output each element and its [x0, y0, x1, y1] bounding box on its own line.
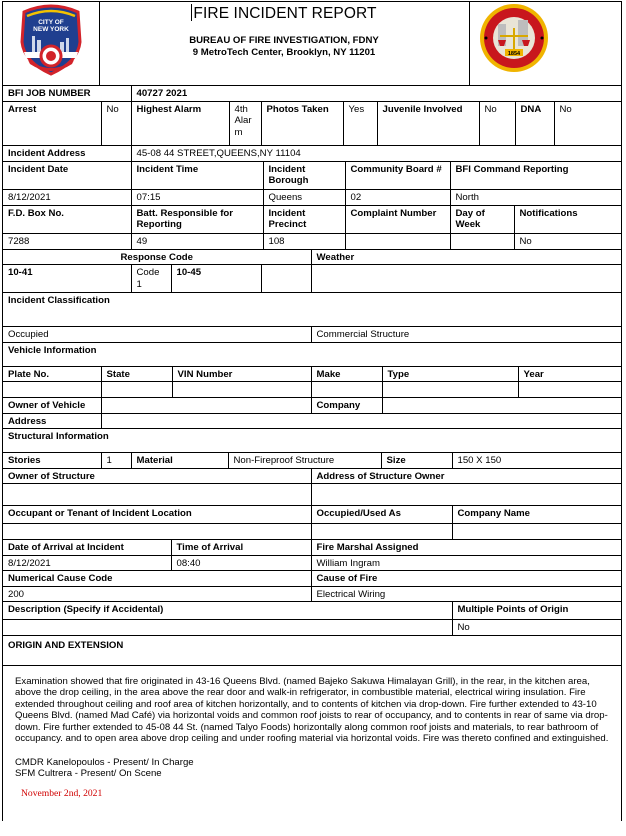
origin-extension-block [3, 636, 621, 836]
classification-type: Commercial Structure [311, 327, 621, 343]
response-code-label: Response Code [3, 250, 311, 265]
occupied-used-as-value [311, 524, 452, 540]
structural-information-block [3, 429, 621, 469]
incident-date-value: 8/12/2021 [3, 190, 131, 206]
classification-occupancy: Occupied [3, 327, 311, 343]
dna-value: No [554, 102, 621, 146]
arrival-time-value: 08:40 [171, 555, 311, 571]
incident-precinct-label: Incident Precinct [263, 206, 345, 234]
multiple-points-label: Multiple Points of Origin [452, 602, 621, 620]
fd-box-block [3, 206, 621, 250]
incident-borough-value: Queens [263, 190, 345, 206]
owner-of-vehicle-label: Owner of Vehicle [3, 398, 101, 413]
vehicle-address-value [101, 413, 621, 429]
material-value: Non-Fireproof Structure [228, 453, 381, 469]
numerical-cause-code-value: 200 [3, 586, 311, 602]
structure-owner-address-value [311, 484, 621, 506]
complaint-number-value [345, 234, 450, 250]
origin-extension-narrative-cell [3, 665, 621, 836]
company-name-label: Company Name [452, 506, 621, 524]
stories-label: Stories [3, 453, 101, 469]
make-value [311, 382, 382, 398]
highest-alarm-label: Highest Alarm [131, 102, 229, 146]
vehicle-owner-block [3, 398, 621, 429]
personnel-1: CMDR Kanelopoulos - Present/ In Charge [15, 756, 194, 768]
arrest-row [3, 102, 621, 147]
report-title: FIRE INCIDENT REPORT [193, 5, 377, 22]
occupied-used-as-label: Occupied/Used As [311, 506, 452, 524]
photos-taken-value: Yes [343, 102, 377, 146]
stories-value: 1 [101, 453, 131, 469]
arrival-time-label: Time of Arrival [171, 540, 311, 555]
batt-responsible-value: 49 [131, 234, 263, 250]
fdny-patch-icon [16, 2, 86, 76]
fd-box-label: F.D. Box No. [3, 206, 131, 234]
fdny-logo-cell [3, 2, 99, 86]
arrival-date-value: 8/12/2021 [3, 555, 171, 571]
cause-of-fire-label: Cause of Fire [311, 571, 621, 586]
response-code-value-4 [261, 265, 311, 293]
company-name-value [452, 524, 621, 540]
incident-precinct-value: 108 [263, 234, 345, 250]
arrival-date-label: Date of Arrival at Incident [3, 540, 171, 555]
fire-incident-report-form [2, 1, 622, 821]
report-header [3, 2, 621, 86]
structure-owner-address-label: Address of Structure Owner [311, 469, 621, 484]
incident-time-value: 07:15 [131, 190, 263, 206]
incident-time-label: Incident Time [131, 162, 263, 190]
batt-responsible-label: Batt. Responsible for Reporting [131, 206, 263, 234]
juvenile-involved-value: No [479, 102, 515, 146]
year-value [518, 382, 621, 398]
description-label: Description (Specify if Accidental) [3, 602, 452, 620]
response-code-block [3, 250, 621, 294]
bfi-command-value: North [450, 190, 621, 206]
make-label: Make [311, 366, 382, 382]
size-label: Size [381, 453, 452, 469]
cause-block [3, 571, 621, 636]
response-code-value-3: 10-45 [171, 265, 261, 293]
stamp-date: November 2nd, 2021 [21, 787, 103, 799]
incident-date-block [3, 162, 621, 206]
vehicle-information-label: Vehicle Information [3, 343, 621, 367]
response-code-value-1: 10-41 [3, 265, 131, 293]
year-label: Year [518, 366, 621, 382]
response-code-value-2: Code 1 [131, 265, 171, 293]
svg-text:NEW YORK: NEW YORK [32, 26, 69, 33]
vin-number-label: VIN Number [172, 366, 311, 382]
weather-value [311, 265, 621, 293]
dna-label: DNA [515, 102, 554, 146]
origin-extension-label: ORIGIN AND EXTENSION [3, 636, 621, 666]
owner-of-structure-value [3, 484, 311, 506]
structural-information-label: Structural Information [3, 429, 621, 453]
owner-of-vehicle-value [101, 398, 311, 413]
incident-classification-block [3, 293, 621, 343]
fire-marshal-label: Fire Marshal Assigned [311, 540, 621, 555]
photos-taken-label: Photos Taken [261, 102, 343, 146]
day-of-week-label: Day of Week [450, 206, 514, 234]
origin-narrative: Examination showed that fire originated in 43-16 Queens Blvd. (named Bajeko Sakuwa Himalayan Grill), in the rear, in the kitchen area, above the drop ceiling, in the area above the rear door and walk-in refrigerator, in combustible material, electrical wiring insulation. Fire extended throughout ceiling and roof area of kitchen horizontally, and to contents of kitchen via drop-down. Fire further extended to 43-10 Queens Blvd. (named Mad Café) via horizontal voids and common roof joists to rear of occupancy, and to contents in rear of same via drop-down. Fire further extended to 45-08 44 St. (named Talyo Foods) horizontally along common roof joists and materials, to rear bathroom of occupancy. and to open area above drop ceiling and under roofing material via horizontal voids. Fire was thereto confined and extinguished. [15, 675, 609, 744]
bureau-name: BUREAU OF FIRE INVESTIGATION, FDNY [189, 35, 379, 46]
incident-classification-label: Incident Classification [3, 293, 621, 327]
occupant-tenant-label: Occupant or Tenant of Incident Location [3, 506, 311, 524]
incident-date-label: Incident Date [3, 162, 131, 190]
fd-box-value: 7288 [3, 234, 131, 250]
svg-text:CITY OF: CITY OF [37, 19, 64, 26]
cause-of-fire-value: Electrical Wiring [311, 586, 621, 602]
arrival-block [3, 540, 621, 571]
job-number-value: 40727 2021 [131, 86, 621, 101]
multiple-points-value: No [452, 620, 621, 636]
job-number-label: BFI JOB NUMBER [3, 86, 131, 101]
bfi-seal-icon [478, 2, 550, 74]
owner-of-structure-label: Owner of Structure [3, 469, 311, 484]
weather-label: Weather [311, 250, 621, 265]
type-value [382, 382, 518, 398]
vehicle-address-label: Address [3, 413, 101, 429]
notifications-label: Notifications [514, 206, 621, 234]
state-label: State [101, 366, 172, 382]
vin-number-value [172, 382, 311, 398]
size-value: 150 X 150 [452, 453, 621, 469]
type-label: Type [382, 366, 518, 382]
incident-address-value: 45-08 44 STREET,QUEENS,NY 11104 [131, 146, 621, 161]
description-value [3, 620, 452, 636]
arrest-value: No [101, 102, 131, 146]
material-label: Material [131, 453, 228, 469]
vehicle-information-block [3, 343, 621, 399]
vehicle-company-label: Company [311, 398, 382, 413]
state-value [101, 382, 172, 398]
bfi-logo-cell [469, 2, 621, 86]
community-board-value: 02 [345, 190, 450, 206]
complaint-number-label: Complaint Number [345, 206, 450, 234]
arrest-label: Arrest [3, 102, 101, 146]
fire-marshal-value: William Ingram [311, 555, 621, 571]
juvenile-involved-label: Juvenile Involved [377, 102, 479, 146]
incident-address-row [3, 146, 621, 162]
incident-address-label: Incident Address [3, 146, 131, 161]
community-board-label: Community Board # [345, 162, 450, 190]
job-number-row [3, 86, 621, 102]
bfi-command-label: BFI Command Reporting [450, 162, 621, 190]
incident-borough-label: Incident Borough [263, 162, 345, 190]
occupant-tenant-value [3, 524, 311, 540]
day-of-week-value [450, 234, 514, 250]
plate-no-value [3, 382, 101, 398]
personnel-2: SFM Cultrera - Present/ On Scene [15, 768, 162, 779]
plate-no-label: Plate No. [3, 366, 101, 382]
bureau-address: 9 MetroTech Center, Brooklyn, NY 11201 [192, 46, 376, 58]
highest-alarm-value: 4th Alar m [229, 102, 261, 146]
notifications-value: No [514, 234, 621, 250]
vehicle-company-value [382, 398, 621, 413]
structure-owner-block [3, 469, 621, 541]
header-title-cell [99, 2, 469, 86]
svg-text:1854: 1854 [508, 51, 521, 57]
numerical-cause-code-label: Numerical Cause Code [3, 571, 311, 586]
